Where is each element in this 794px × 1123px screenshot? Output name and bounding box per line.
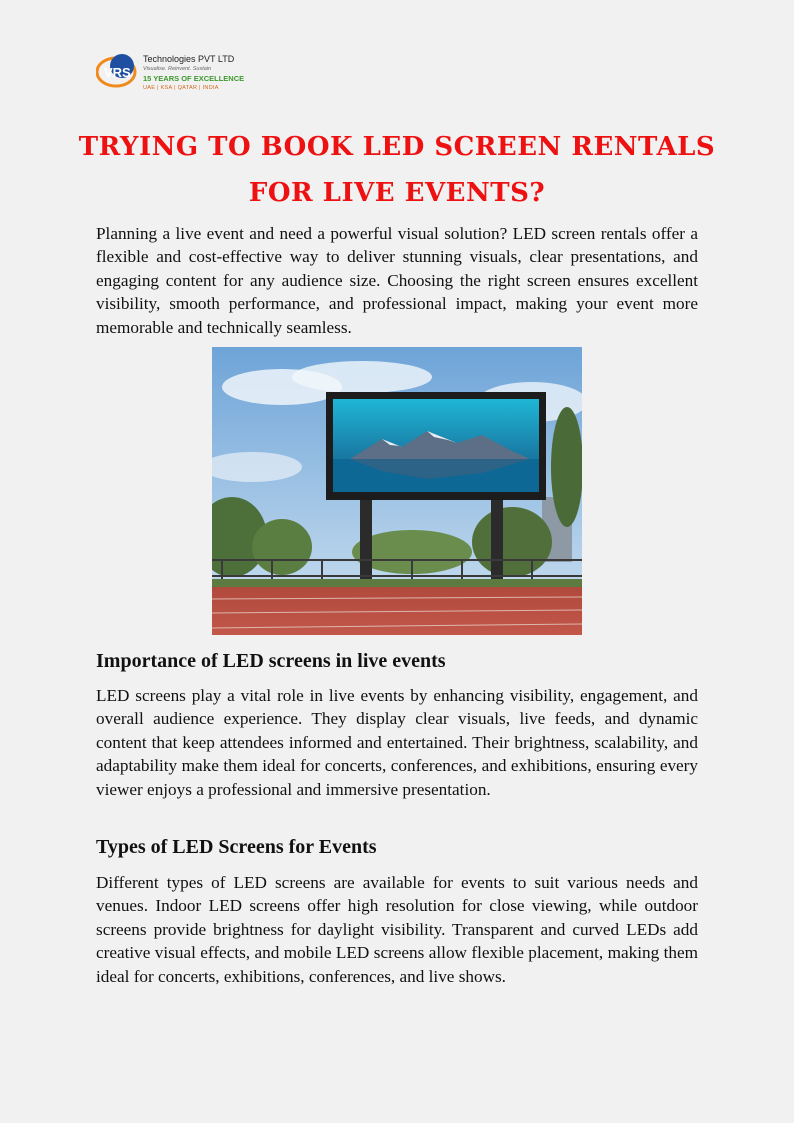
section-heading-types: Types of LED Screens for Events xyxy=(96,836,377,858)
logo-tagline: Visualise. Reinvent. Sustain xyxy=(143,66,212,72)
logo-badge-text: VRS xyxy=(104,65,131,80)
section-heading-importance: Importance of LED screens in live events xyxy=(96,650,446,672)
logo-regions: UAE | KSA | QATAR | INDIA xyxy=(143,85,219,91)
page-title: TRYING TO BOOK LED SCREEN RENTALS FOR LIVE EVENTS? xyxy=(78,132,716,208)
vrs-logo-mark-icon xyxy=(96,52,140,92)
intro-paragraph: Planning a live event and need a powerful visual solution? LED screen rentals offer a flexible and cost-effective way to deliver stunning visuals, clear presentations, and engaging content for any audience size. Choosing the right screen ensures excellent visibility, smooth performance, and professional impact, making your event more memorable and technically seamless. xyxy=(96,224,698,337)
section-body-types: Different types of LED screens are available for events to suit various needs and venues. Indoor LED screens offer high resolution for close viewing, while outdoor screens provide brightness for daylight visibility. Transparent and curved LEDs add creative visual effects, and mobile LED screens allow flexible placement, making them ideal for concerts, exhibitions, conferences, and live shows. xyxy=(96,873,698,986)
logo-company-name: Technologies PVT LTD xyxy=(143,54,235,64)
logo-years: 15 YEARS OF EXCELLENCE xyxy=(143,74,245,83)
section-body-importance: LED screens play a vital role in live events by enhancing visibility, engagement, and overall audience experience. They display clear visuals, live feeds, and dynamic content that keep attendees informed and entertained. Their brightness, scalability, and adaptability make them ideal for concerts, conferences, and exhibitions, ensuring every viewer enjoys a professional and immersive presentation. xyxy=(96,686,698,799)
company-logo xyxy=(96,50,296,98)
led-screen-photo xyxy=(212,347,582,635)
